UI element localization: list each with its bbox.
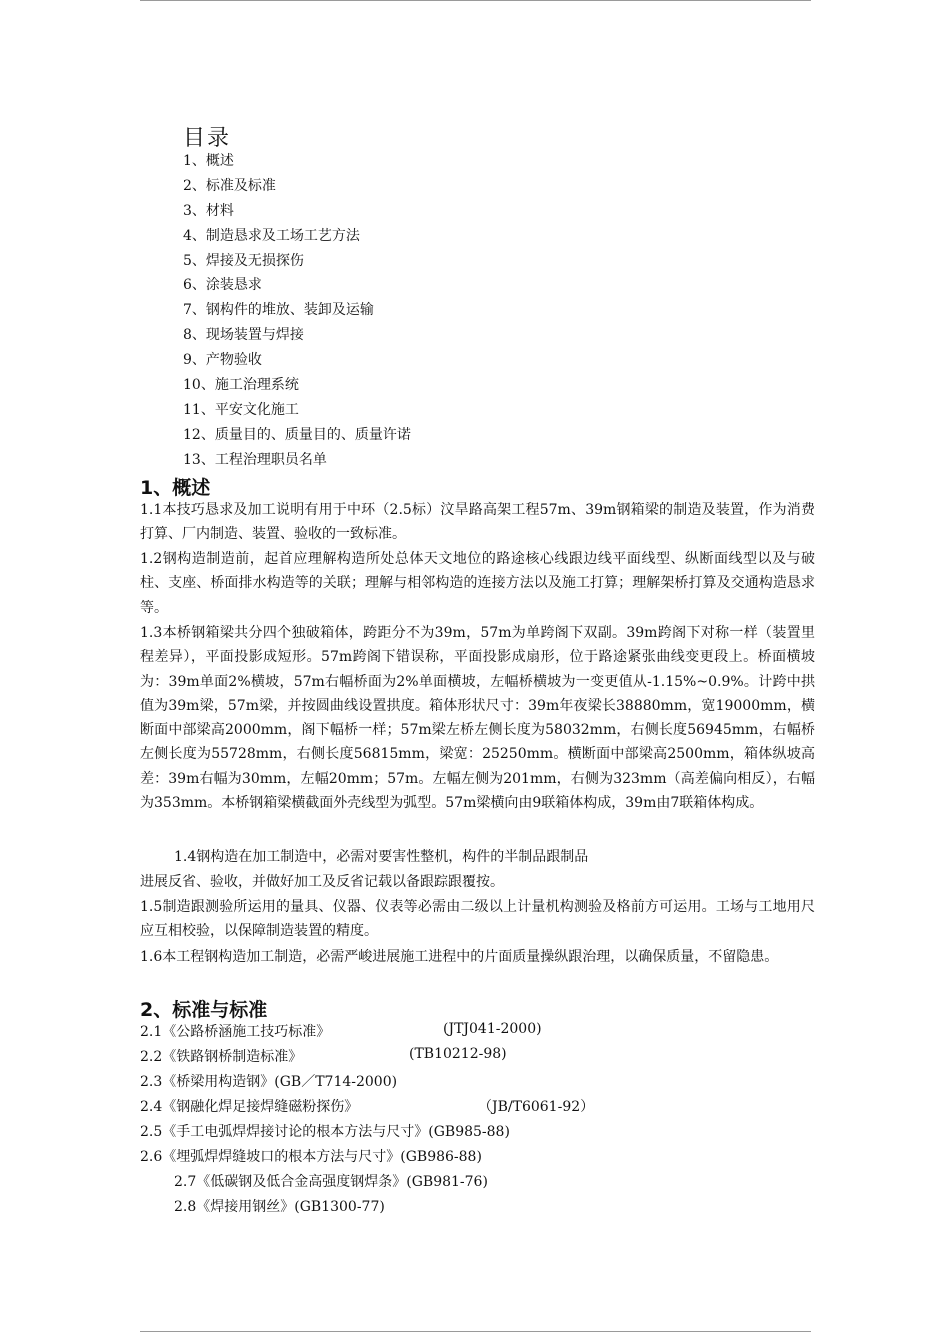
bottom-rule bbox=[140, 1331, 811, 1332]
paragraph-1-1: 1.1本技巧恳求及加工说明有用于中环（2.5标）汶旱路高架工程57m、39m钢箱梁的制造及装置，作为消费打算、厂内制造、装置、验收的一致标准。 bbox=[140, 502, 815, 543]
standard-item: 2.6《埋弧焊焊缝坡口的根本方法与尺寸》(GB986-88) bbox=[140, 1149, 482, 1165]
paragraph-1-3: 1.3本桥钢箱梁共分四个独破箱体，跨距分不为39m，57m为单跨阁下双副。39m跨阁下对称一样（装置里程差异），平面投影成短形。57m跨阁下错误称，平面投影成扇形，位于路途紧张曲线变更段上。桥面横坡为：39m单面2%横坡，57m右幅桥面为2%单面横坡，左幅桥横坡为一变更值从-1.15%~0.9%。计跨中拱值为39m梁，57m梁，并按圆曲线设置拱度。箱体形状尺寸：39m年夜梁长38880mm，宽19000mm，横断面中部梁高2000mm，阁下幅桥一样；57m梁左桥左侧长度为58032mm，右侧长度56945mm，右幅桥左侧长度为55728mm，右侧长度56815mm，梁宽：25250mm。横断面中部梁高2500mm，箱体纵坡高差：39m右幅为30mm，左幅20mm；57m。左幅左侧为201mm，右侧为323mm（高差偏向相反），右幅为353mm。本桥钢箱梁横截面外壳线型为弧型。57m梁横向由9联箱体构成，39m由7联箱体构成。 bbox=[140, 625, 815, 812]
standard-code: （JB/T6061-92） bbox=[478, 1099, 595, 1115]
paragraph-1-5: 1.5制造跟测验所运用的量具、仪器、仪表等必需由二级以上计量机构测验及格前方可运用。工场与工地用尺应互相校验，以保障制造装置的精度。 bbox=[140, 899, 815, 940]
standard-item: 2.5《手工电弧焊焊接讨论的根本方法与尺寸》(GB985-88) bbox=[140, 1124, 510, 1140]
paragraph-1-6: 1.6本工程钢构造加工制造，必需严峻进展施工进程中的片面质量操纵跟治理，以确保质量，不留隐患。 bbox=[140, 949, 779, 965]
toc-item: 6、涂装恳求 bbox=[183, 277, 262, 294]
section-1-heading: 1、概述 bbox=[140, 477, 211, 499]
standard-item: 2.2《铁路钢桥制造标准》 bbox=[140, 1049, 303, 1065]
standard-item: 2.4《钢融化焊足接焊缝磁粉探伤》 bbox=[140, 1099, 359, 1115]
standard-item: 2.8《焊接用钢丝》(GB1300-77) bbox=[174, 1199, 385, 1215]
toc-item: 1、概述 bbox=[183, 153, 234, 169]
toc-item: 12、质量目的、质量目的、质量许诺 bbox=[183, 426, 411, 443]
toc-title: 目录 bbox=[183, 126, 232, 151]
standard-item: 2.1《公路桥涵施工技巧标准》 bbox=[140, 1024, 331, 1040]
standard-code: (JTJ041-2000) bbox=[443, 1021, 542, 1037]
toc-item: 8、现场装置与焊接 bbox=[183, 327, 304, 344]
toc-item: 2、标准及标准 bbox=[183, 177, 276, 194]
section-2-heading: 2、标准与标准 bbox=[140, 999, 268, 1021]
paragraph-1-4-line-2: 进展反省、验收，并做好加工及反省记载以备跟踪跟覆按。 bbox=[140, 874, 504, 890]
paragraph-1-2: 1.2钢构造制造前，起首应理解构造所处总体天文地位的路途核心线跟边线平面线型、纵断面线型以及与破柱、支座、桥面排水构造等的关联；理解与相邻构造的连接方法以及施工打算；理解架桥打算及交通构造恳求等。 bbox=[140, 551, 815, 616]
paragraph-1-4-line-1: 1.4钢构造在加工制造中，必需对要害性整机，构件的半制品跟制品 bbox=[174, 849, 589, 865]
top-rule bbox=[140, 0, 811, 1]
toc-item: 4、制造恳求及工场工艺方法 bbox=[183, 227, 360, 244]
toc-item: 7、钢构件的堆放、装卸及运输 bbox=[183, 302, 374, 319]
toc-item: 13、工程治理职员名单 bbox=[183, 451, 327, 468]
toc-item: 5、焊接及无损探伤 bbox=[183, 252, 304, 269]
standard-item: 2.3《桥梁用构造钢》(GB／T714-2000) bbox=[140, 1074, 398, 1090]
standard-item: 2.7《低碳钢及低合金高强度钢焊条》(GB981-76) bbox=[174, 1174, 488, 1190]
standard-code: (TB10212-98) bbox=[409, 1046, 507, 1062]
toc-item: 3、材料 bbox=[183, 202, 234, 219]
toc-item: 10、施工治理系统 bbox=[183, 377, 299, 394]
table-of-contents bbox=[183, 149, 411, 473]
toc-item: 9、产物验收 bbox=[183, 352, 262, 369]
toc-item: 11、平安文化施工 bbox=[183, 401, 299, 418]
